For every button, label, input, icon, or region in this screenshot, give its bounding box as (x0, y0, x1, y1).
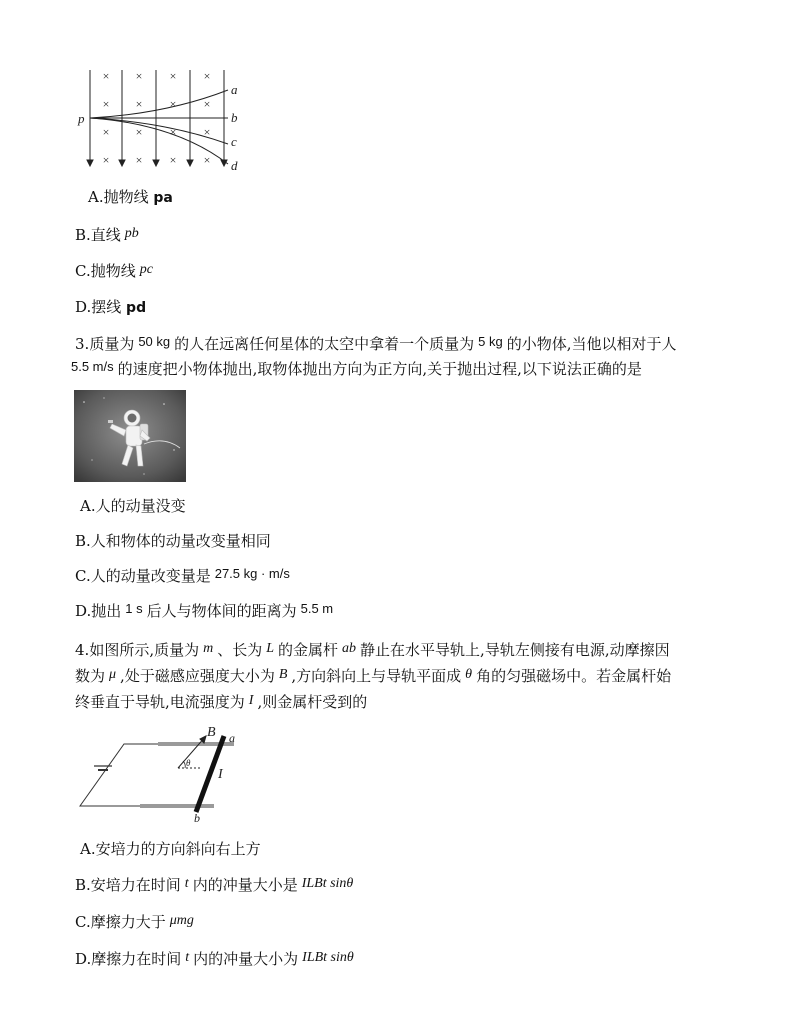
q3-option-b[interactable]: B.人和物体的动量改变量相同 (75, 532, 271, 550)
svg-text:×: × (169, 97, 177, 111)
svg-text:×: × (102, 97, 110, 111)
q2-option-d[interactable]: D.摆线 pd (75, 298, 147, 316)
q2-label-c: c (231, 134, 237, 149)
q2-label-d: d (231, 158, 238, 173)
q3-stem-line1: 3.质量为 50 kg 的人在远离任何星体的太空中拿着一个质量为 5 kg 的小物体,当他以相对于人 (75, 334, 677, 353)
q4-option-a[interactable]: A.安培力的方向斜向右上方 (80, 840, 261, 858)
q4-label-theta: θ (186, 758, 191, 768)
q4-label-b-field: B (207, 725, 216, 740)
svg-text:×: × (102, 153, 110, 167)
q4-stem-line2: 数为 μ ,处于磁感应强度大小为 B ,方向斜向上与导轨平面成 θ 角的匀强磁场中。若金属杆始 (75, 667, 672, 685)
q3-option-a[interactable]: A.人的动量没变 (80, 497, 186, 515)
svg-text:×: × (135, 97, 143, 111)
q4-label-current: I (218, 767, 223, 782)
svg-text:×: × (169, 125, 177, 139)
q4-option-b[interactable]: B.安培力在时间 t 内的冲量大小是 ILBt sinθ (75, 876, 354, 894)
q2-option-b[interactable]: B.直线 pb (75, 226, 139, 244)
q3-number: 3. (75, 335, 90, 353)
q2-label-a: a (231, 82, 238, 97)
q4-label-b: b (194, 811, 200, 824)
svg-text:×: × (203, 69, 211, 83)
svg-text:×: × (169, 69, 177, 83)
svg-text:×: × (135, 153, 143, 167)
q4-option-c[interactable]: C.摩擦力大于 μmg (75, 913, 194, 931)
q3-option-d[interactable]: D.抛出 1 s 后人与物体间的距离为 5.5 m (75, 601, 334, 620)
q2-label-b: b (231, 110, 238, 125)
q4-stem-line3: 终垂直于导轨,电流强度为 I ,则金属杆受到的 (75, 693, 368, 711)
svg-text:×: × (203, 97, 211, 111)
q4-rail-figure (74, 724, 250, 824)
svg-text:×: × (169, 153, 177, 167)
q2-label-p: p (78, 111, 85, 126)
q4-stem-line1: 4.如图所示,质量为 m 、长为 L 的金属杆 ab 静止在水平导轨上,导轨左侧接有电源,动摩擦因 (75, 641, 670, 659)
svg-text:×: × (102, 125, 110, 139)
q3-option-c[interactable]: C.人的动量改变量是 27.5 kg · m/s (75, 566, 290, 585)
q4-label-a: a (229, 731, 235, 745)
q2-field-figure (76, 66, 246, 176)
q2-option-c[interactable]: C.抛物线 pc (75, 262, 153, 280)
svg-text:×: × (135, 69, 143, 83)
svg-text:×: × (203, 153, 211, 167)
q3-stem-line2: 5.5 m/s 的速度把小物体抛出,取物体抛出方向为正方向,关于抛出过程,以下说法正确的是 (71, 359, 642, 378)
svg-text:×: × (135, 125, 143, 139)
q4-option-d[interactable]: D.摩擦力在时间 t 内的冲量大小为 ILBt sinθ (75, 950, 354, 968)
astronaut-image (74, 390, 186, 482)
q2-cross: × (102, 69, 110, 83)
svg-text:×: × (203, 125, 211, 139)
q4-number: 4. (75, 641, 90, 659)
q2-option-a[interactable]: A.抛物线 pa (88, 188, 173, 206)
